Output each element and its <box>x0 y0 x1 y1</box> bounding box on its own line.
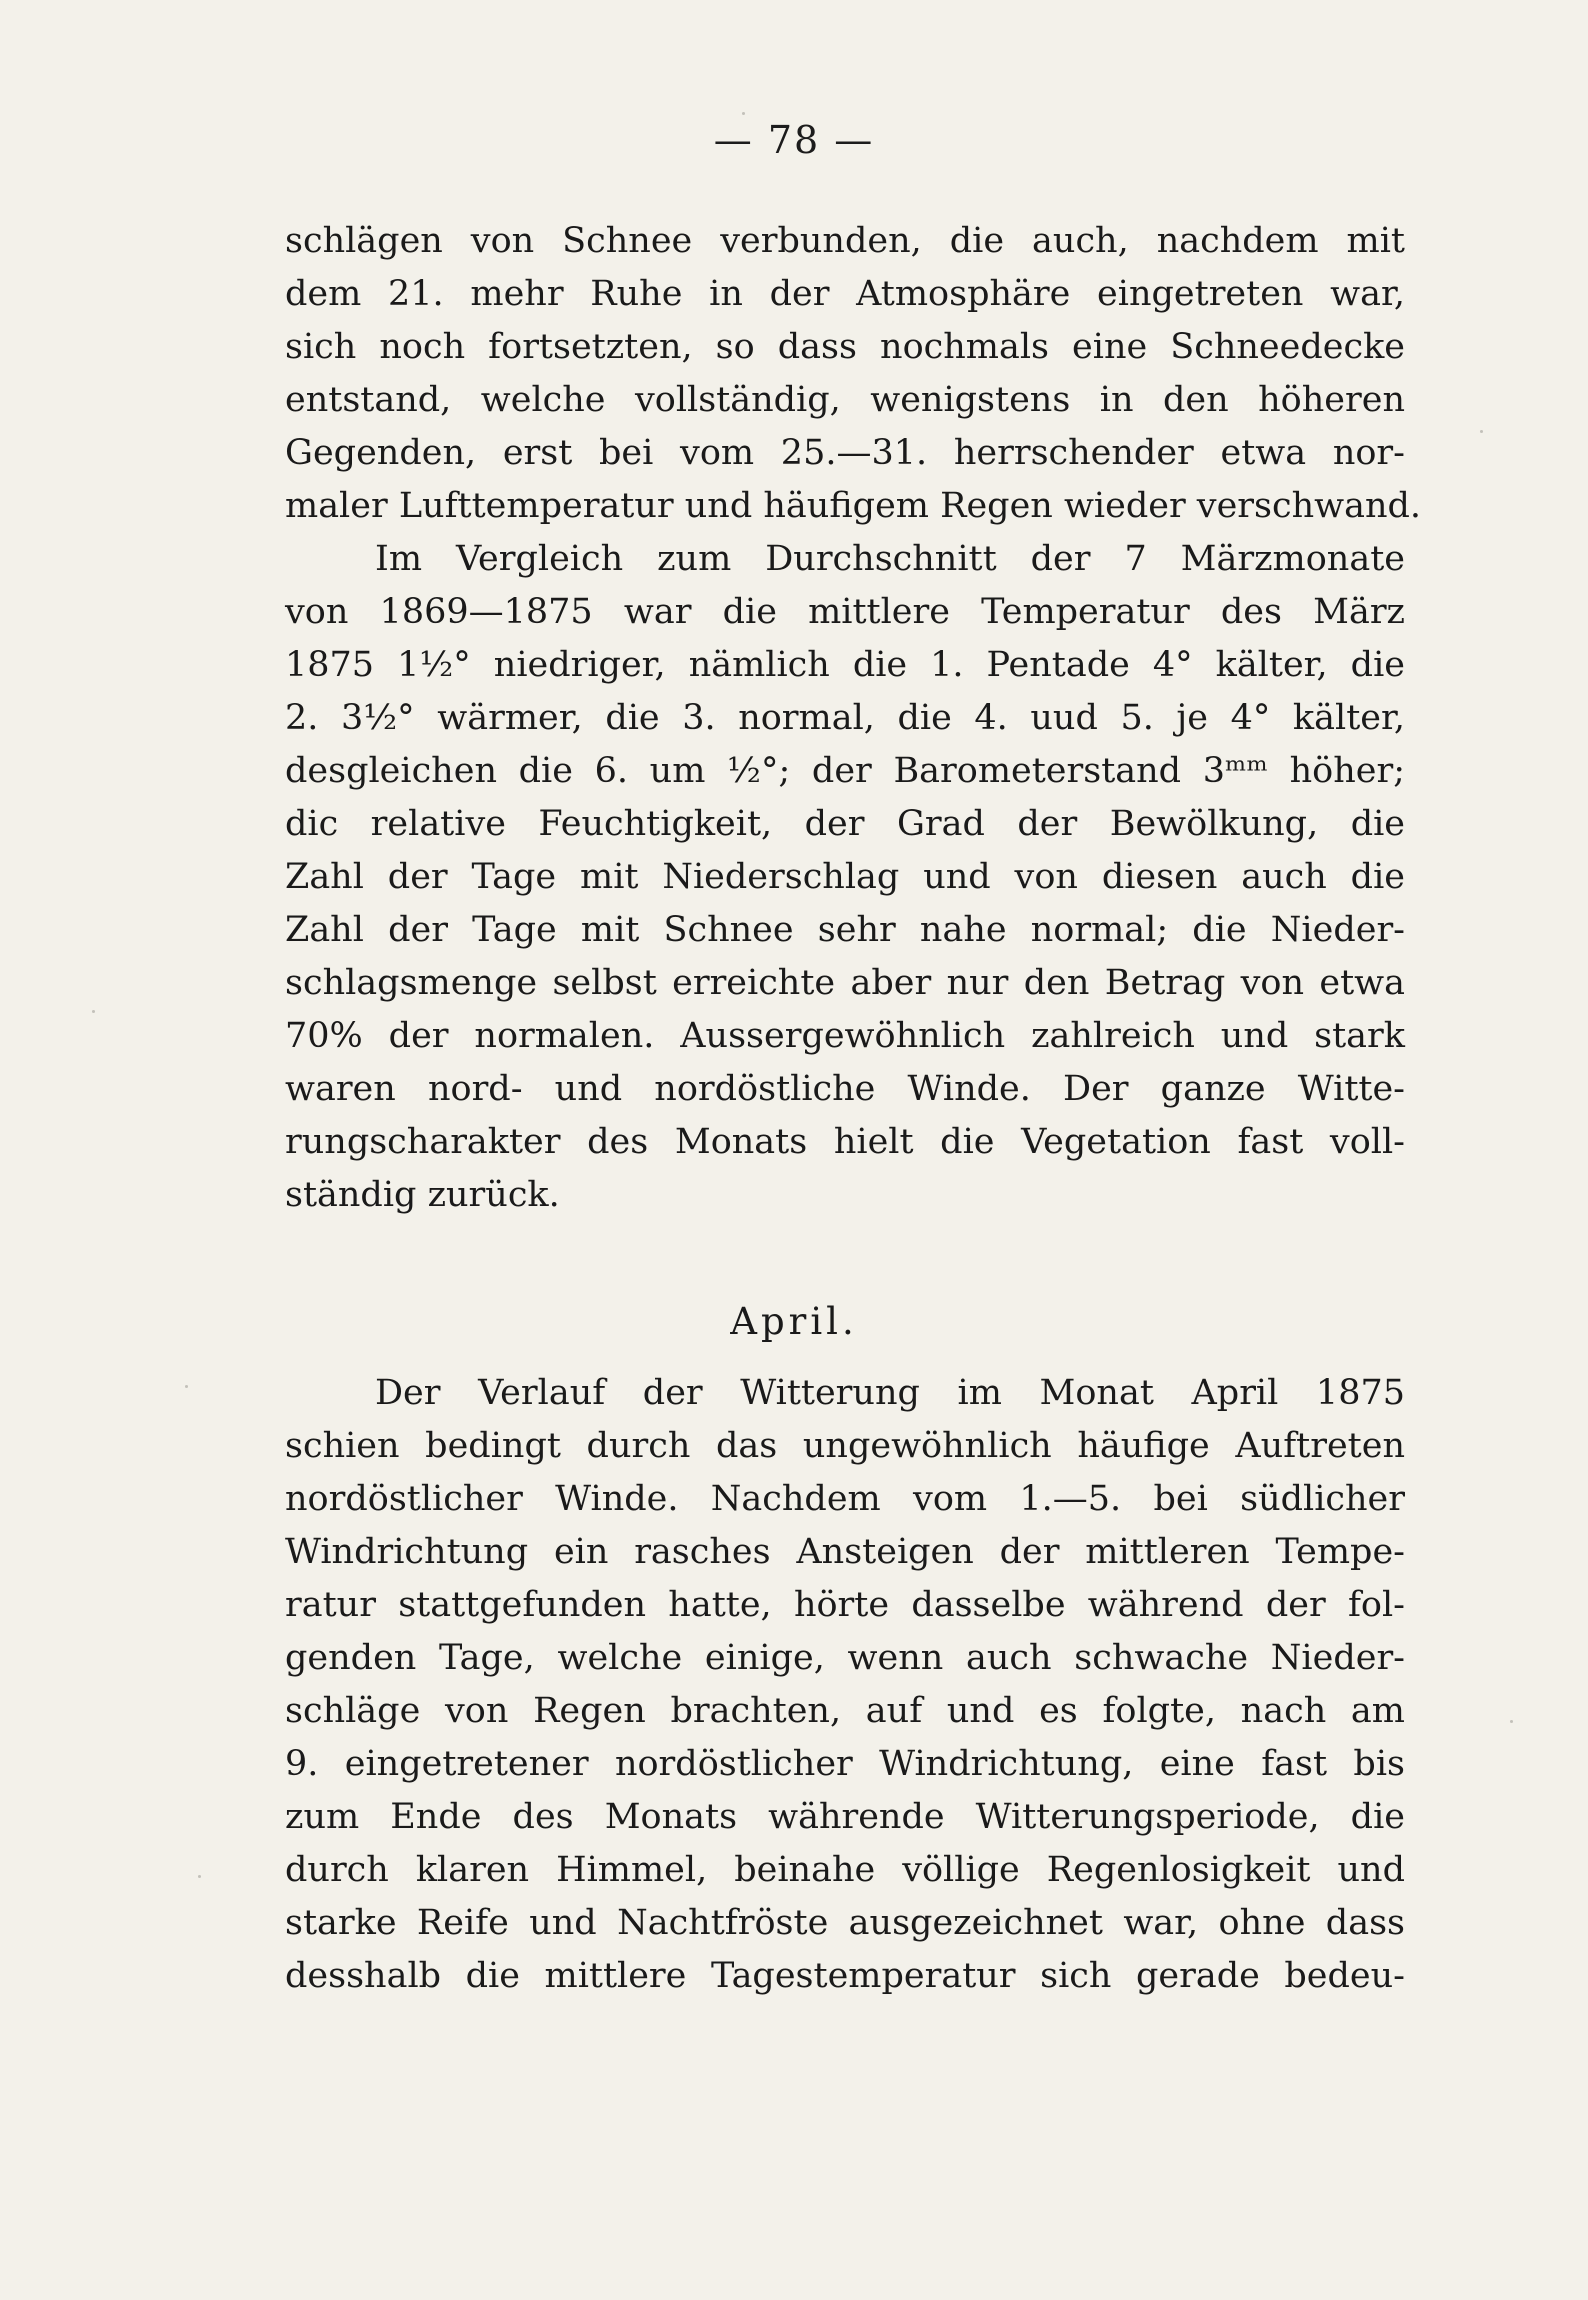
text-line: Zahl der Tage mit Niederschlag und von diesen auch die <box>285 857 1405 897</box>
text-line: Gegenden, erst bei vom 25.—31. herrschender etwa nor- <box>285 433 1405 473</box>
text-line: dic relative Feuchtigkeit, der Grad der Bewölkung, die <box>285 804 1405 844</box>
paper-speck <box>1480 430 1483 433</box>
text-line: zum Ende des Monats währende Witterungsperiode, die <box>285 1797 1405 1837</box>
text-line: 2. 3½° wärmer, die 3. normal, die 4. uud 5. je 4° kälter, <box>285 698 1405 738</box>
text-line: schlagsmenge selbst erreichte aber nur den Betrag von etwa <box>285 963 1405 1003</box>
page-number: — 78 — <box>713 118 875 162</box>
text-line: dem 21. mehr Ruhe in der Atmosphäre eingetreten war, <box>285 274 1405 314</box>
text-line: Zahl der Tage mit Schnee sehr nahe normal; die Nieder- <box>285 910 1405 950</box>
paper-speck <box>742 112 745 115</box>
text-line: maler Lufttemperatur und häufigem Regen wieder verschwand. <box>285 486 1422 526</box>
text-line: desgleichen die 6. um ½°; der Barometerstand 3ᵐᵐ höher; <box>285 751 1405 791</box>
text-line: von 1869—1875 war die mittlere Temperatur des März <box>285 592 1405 632</box>
text-line: genden Tage, welche einige, wenn auch schwache Nieder- <box>285 1638 1405 1678</box>
text-line: rungscharakter des Monats hielt die Vegetation fast voll- <box>285 1122 1405 1162</box>
text-line: desshalb die mittlere Tagestemperatur sich gerade bedeu- <box>285 1956 1405 1996</box>
text-line: ständig zurück. <box>285 1175 560 1215</box>
text-line: schläge von Regen brachten, auf und es folgte, nach am <box>285 1691 1405 1731</box>
text-line: nordöstlicher Winde. Nachdem vom 1.—5. bei südlicher <box>285 1479 1405 1519</box>
text-line: entstand, welche vollständig, wenigstens in den höheren <box>285 380 1405 420</box>
text-line: Im Vergleich zum Durchschnitt der 7 Märzmonate <box>375 539 1405 579</box>
text-line: Der Verlauf der Witterung im Monat April 1875 <box>375 1373 1405 1413</box>
paper-speck <box>185 1385 188 1388</box>
section-heading-april: April. <box>730 1300 858 1343</box>
text-line: sich noch fortsetzten, so dass nochmals eine Schneedecke <box>285 327 1405 367</box>
text-line: schlägen von Schnee verbunden, die auch, nachdem mit <box>285 221 1405 261</box>
paper-speck <box>92 1010 95 1013</box>
text-line: durch klaren Himmel, beinahe völlige Regenlosigkeit und <box>285 1850 1405 1890</box>
text-line: 1875 1½° niedriger, nämlich die 1. Pentade 4° kälter, die <box>285 645 1405 685</box>
text-line: waren nord- und nordöstliche Winde. Der ganze Witte- <box>285 1069 1405 1109</box>
paragraph-april <box>285 1367 1405 2003</box>
text-line: Windrichtung ein rasches Ansteigen der mittleren Tempe- <box>285 1532 1405 1572</box>
text-line: schien bedingt durch das ungewöhnlich häufige Auftreten <box>285 1426 1405 1466</box>
text-line: starke Reife und Nachtfröste ausgezeichnet war, ohne dass <box>285 1903 1405 1943</box>
paper-speck <box>198 1875 201 1878</box>
text-line: 70% der normalen. Aussergewöhnlich zahlreich und stark <box>285 1016 1405 1056</box>
paragraph-march <box>285 215 1422 1222</box>
paper-speck <box>1510 1720 1513 1723</box>
text-line: ratur stattgefunden hatte, hörte dasselbe während der fol- <box>285 1585 1405 1625</box>
text-line: 9. eingetretener nordöstlicher Windrichtung, eine fast bis <box>285 1744 1405 1784</box>
